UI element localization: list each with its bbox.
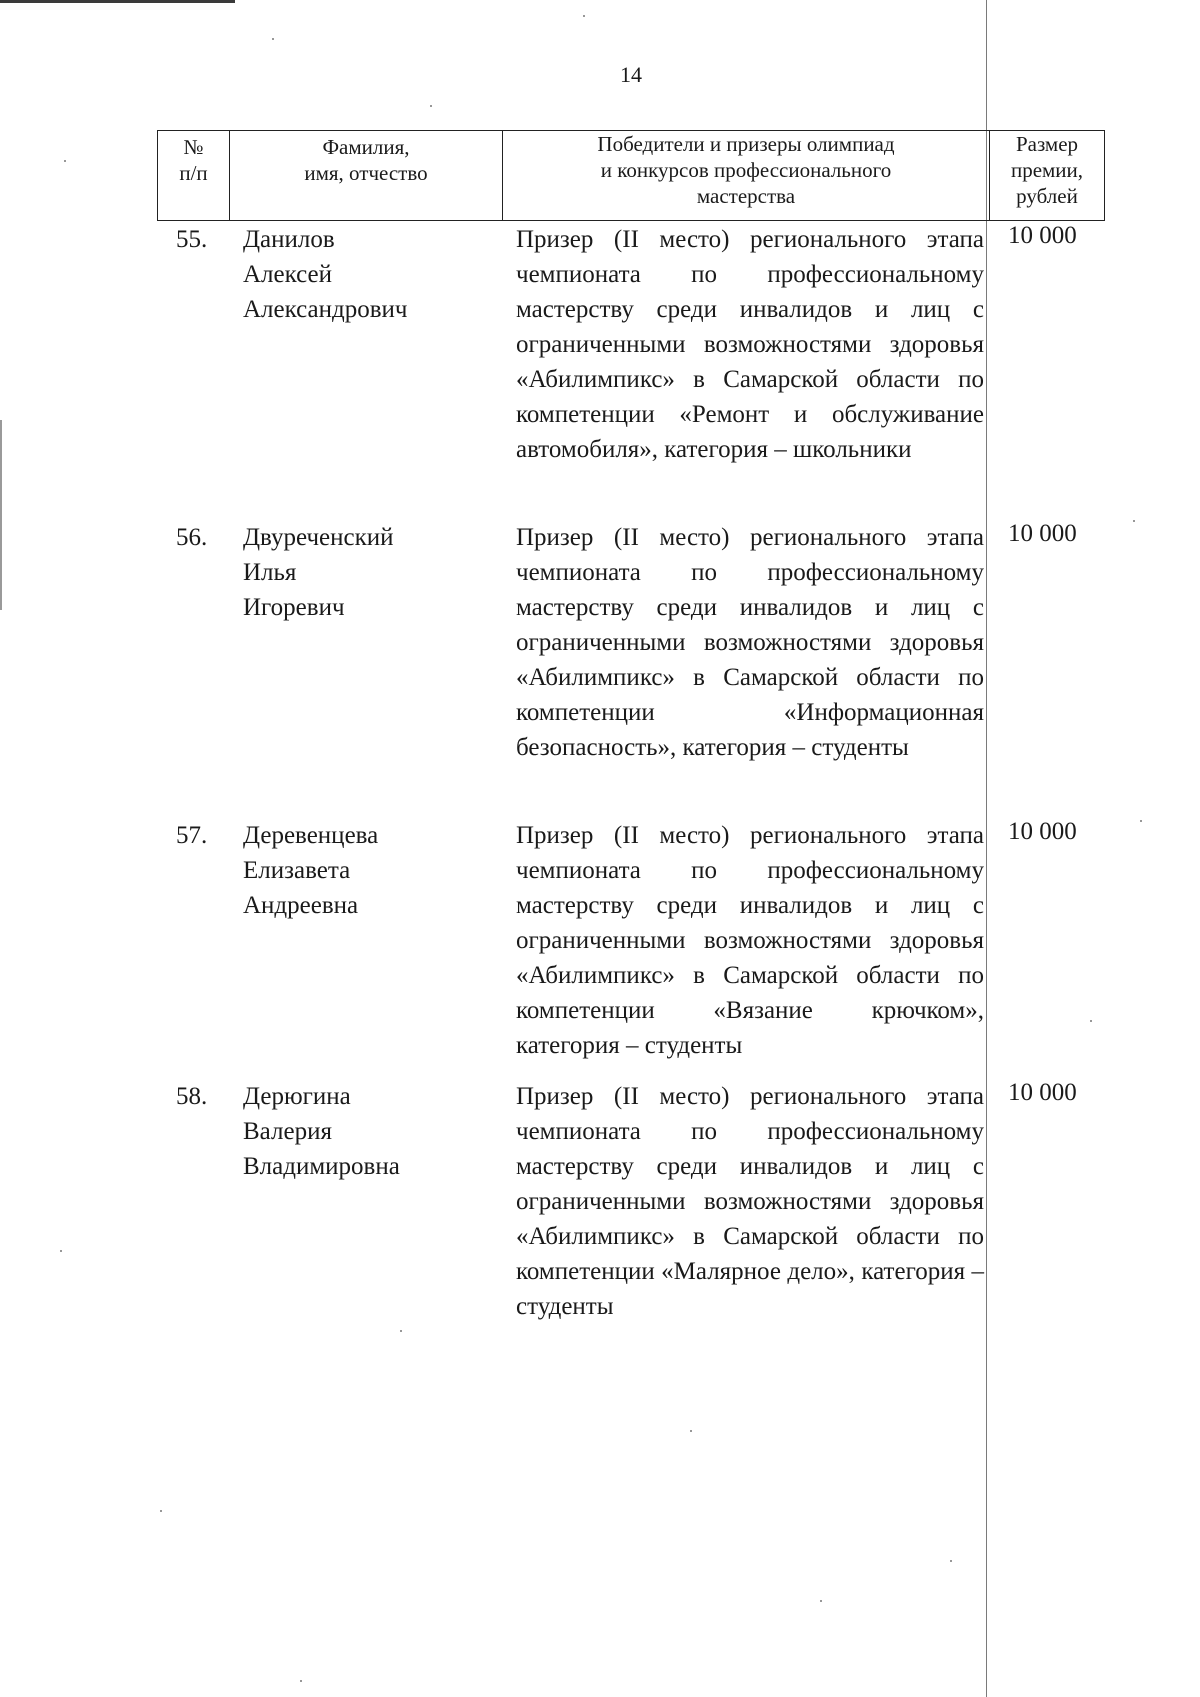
- row-number: 57.: [176, 822, 208, 849]
- first-name: Алексей: [243, 261, 333, 288]
- scan-speck: [583, 15, 585, 17]
- scan-speck: [160, 1510, 162, 1512]
- row-achievement: Призер (II место) регионального этапа чемпионата по профессиональному мастерству среди инвалидов и лиц с ограниченными возможностями здоровья «Абилимпикс» в Самарской области по компетенции «Ремонт и обслуживание автомобиля», категория – школьники: [516, 226, 984, 463]
- row-achievement: Призер (II место) регионального этапа чемпионата по профессиональному мастерству среди инвалидов и лиц с ограниченными возможностями здоровья «Абилимпикс» в Самарской области по компетенции «Малярное дело», категория – студенты: [516, 1083, 984, 1320]
- scan-speck: [1090, 1020, 1092, 1022]
- row-number: 56.: [176, 524, 208, 551]
- scan-edge-top: [0, 0, 235, 3]
- surname: Дерюгина: [243, 1083, 351, 1110]
- scan-speck: [690, 1430, 692, 1432]
- row-prize-amount: 10 000: [1008, 520, 1077, 547]
- header-prize-amount: Размер премии, рублей: [990, 131, 1105, 221]
- scan-speck: [400, 1330, 402, 1332]
- header-full-name: Фамилия, имя, отчество: [230, 131, 503, 221]
- scan-speck: [272, 38, 274, 40]
- row-prize-amount: 10 000: [1008, 1079, 1077, 1106]
- header-number: № п/п: [158, 131, 230, 221]
- scan-speck: [1133, 520, 1135, 522]
- first-name: Илья: [243, 559, 297, 586]
- row-prize-amount: 10 000: [1008, 222, 1077, 249]
- row-full-name: [243, 1079, 493, 1184]
- scan-speck: [430, 105, 432, 107]
- scan-speck: [820, 1600, 822, 1602]
- page-number: 14: [620, 62, 642, 87]
- row-number: 55.: [176, 226, 208, 253]
- row-prize-amount: 10 000: [1008, 818, 1077, 845]
- row-full-name: [243, 818, 493, 923]
- patronymic: Александрович: [243, 296, 408, 323]
- scan-speck: [950, 1560, 952, 1562]
- patronymic: Владимировна: [243, 1153, 400, 1180]
- row-full-name: [243, 222, 493, 327]
- scan-speck: [60, 1250, 62, 1252]
- row-achievement: Призер (II место) регионального этапа чемпионата по профессиональному мастерству среди инвалидов и лиц с ограниченными возможностями здоровья «Абилимпикс» в Самарской области по компетенции «Информационная безопасность», категория – студенты: [516, 524, 984, 761]
- patronymic: Андреевна: [243, 892, 359, 919]
- patronymic: Игоревич: [243, 594, 345, 621]
- scan-speck: [1140, 820, 1142, 822]
- row-achievement: Призер (II место) регионального этапа чемпионата по профессиональному мастерству среди инвалидов и лиц с ограниченными возможностями здоровья «Абилимпикс» в Самарской области по компетенции «Вязание крючком», категория – студенты: [516, 822, 984, 1059]
- scan-fold-line: [986, 0, 987, 1697]
- surname: Двуреченский: [243, 524, 394, 551]
- first-name: Валерия: [243, 1118, 332, 1145]
- row-full-name: [243, 520, 493, 625]
- row-number: 58.: [176, 1083, 208, 1110]
- table-header: [157, 130, 1105, 221]
- surname: Данилов: [243, 226, 335, 253]
- scan-speck: [300, 1680, 302, 1682]
- scan-edge-left: [0, 420, 2, 610]
- header-achievement: Победители и призеры олимпиад и конкурсов профессионального мастерства: [503, 131, 990, 221]
- scan-speck: [64, 160, 66, 162]
- surname: Деревенцева: [243, 822, 379, 849]
- table-header-row: [158, 131, 1105, 221]
- first-name: Елизавета: [243, 857, 351, 884]
